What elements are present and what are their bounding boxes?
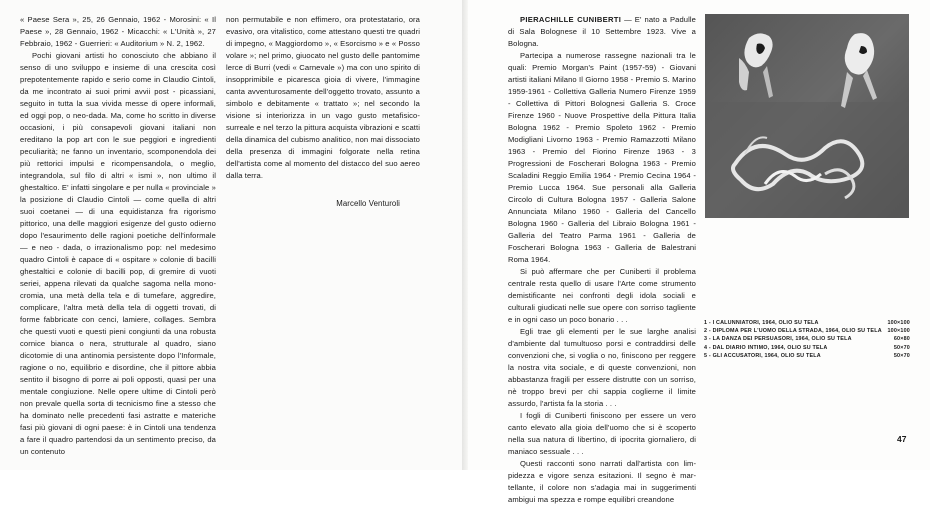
body-paragraph: Egli trae gli elementi per le sue larghe analisi d'ambiente dal tumultuoso porsi e contraddirsi delle convenzioni che, si voglia o no, finiscono per reggere la nostra vita sociale, e di queste convenzioni, non abbastanza fragili per essere distrutte con un sorriso, nè troppo brevi per chi sappia coglierne il limite assurdo, l'artista fa la storia . . . (508, 327, 696, 408)
caption-row (704, 319, 910, 327)
author-signature: Marcello Venturoli (336, 199, 400, 208)
artist-name: PIERACHILLE CUNIBERTI (520, 15, 622, 24)
artist-bio-column (508, 14, 696, 506)
caption-title: 2 - DIPLOMA PER L'UOMO DELLA STRADA, 1964, OLIO SU TELA (704, 328, 882, 335)
body-paragraph: non permutabile e non effimero, ora protestatario, ora evasivo, ora vitalistico, come attestano questi tre quadri di impegno, « Maggiordomo », « Esorcismo » e « Posso volare »; nel primo, giuocato nel gusto delle pantomime lerce di Burri (vedi « Carnevale ») ma con uno spirito di insopprimibile e picaresca gioia di vivere, l'immagine canta avventurosamente dell'oggetto trovato, assunto a simbolo e debitamente « trattato »; nel secondo la visione si interiorizza in un vago gusto metafisico-surreale e nel terzo la pittura acquista vibrazioni e scatti della dinamica del cubismo analitico, non mai dissociato della presenza di immagini folgorate nella retina dell'artista come al momento del distacco del suo aereo dalla terra. (226, 15, 420, 180)
caption-title: 4 - DAL DIARIO INTIMO, 1964, OLIO SU TELA (704, 344, 828, 351)
body-paragraph: Pochi giovani artisti ho conosciuto che abbiano il senso di uno sviluppo e insieme di una crescita così prepotentemente rapido e serio come in Claudio Cintoli, da me incontrato ai suoi primi avvii post - picassiani, seguito in tutta la sua vivida messe di opere informali, ed oggi pop, o neo-dada. Ma, come ho scritto in diverse occasioni, i più consapevoli giovani italiani non ereditano la pop art con le sue peggiori e ingredienti peculiarità; ne fanno un inventario, scomponendola dei più rettorici impulsi e ricompensandola, o meglio, integrandola, sul filo di altri « ismi », non ultimo il ghestaltico. E' infatti singolare e per nulla « provinciale » la posizione di Claudio Cintoli — come quella di altri suoi coetanei — di una equidistanza fra rigorismo pittorico, una delle maggiori esigenze del gusto odierno dopo l'esaurimento delle ragioni poetiche dell'informale — e neo - dada, o irrazionalismo pop: nel medesimo quadro Cintoli è capace di « ospitare » colonie di bacilli ghestaltici e colonie di bacilli pop, di gremire di vuoti seriei, appena rilevati da qualche sagoma nella monocromia, una metà della tela e di tumefare, aggredire, complicare, l'altra metà della tela di oggetti trovati, di forme fabbricate con cenci, lamiere, collages. Sembra che questi vuoti e questi pieni congiunti da una robusta cornice bianca o nera, strutturale al quadro, siano dicotomie di una antinomia persistente dopo l'Informale, ragione o no, equilibrio e disordine, che il pittore abbia sentito il bisogno di porre ai poli opposti, quasi per una mentale congiuzione. Nelle opere ultime di Cintoli però non prevale quella sorta di tecnicismo fine a stesso che ha dominato nelle precedenti fasi astratte e materiche fasi più giovani di ogni paese: è in Cintoli una tendenza a fare il quadro partendosi da un sentimento preciso, da un contenuto (20, 51, 216, 456)
page-number: 47 (897, 434, 907, 444)
caption-row (704, 344, 910, 352)
caption-size: 50×70 (893, 344, 910, 351)
bio-intro: — E' nato a Padulle di Sala Bolognese il 10 Settembre 1923. Vive a Bologna. (508, 15, 696, 48)
body-paragraph: Si può affermare che per Cuniberti il problema centrale resta quello di usare l'Arte come strumento demistificante nei confronti degli idola sociali e culturali giudicati nelle sue opere con sorriso tagliente e in ogni caso un poco bonario . . . (508, 267, 696, 324)
body-paragraph: I fogli di Cuniberti finiscono per essere un vero canto elevato alla gioia dell'uomo che si è scoperto nella sua natura di libertino, di ipocrita giornaliero, di maniaco sessuale . . . (508, 411, 696, 456)
caption-size: 100×100 (887, 320, 910, 326)
caption-size: 50×70 (893, 352, 910, 359)
caption-row (704, 352, 910, 360)
artwork-captions (704, 319, 910, 360)
exhibitions-paragraph: Partecipa a numerose rassegne nazionali tra le quali: Premio Morgan's Paint (1957-59) - Giovani artisti italiani Milano Il Giorno 1958 - Premio S. Marino 1959-1961 - Collettiva Galleria Numero Firenze 1959 - Collettiva di Pittori Bolognesi Galleria S. Croce Firenze 1960 - Nuove Prospettive della Pittura Italia Bologna 1962 - Premio Spoleto 1962 - Premio Modigliani Livorno 1963 - Premio Ramazzotti Milano 1963 - Premio del Fiorino Firenze 1963 - 3 Progressioni de Foscherari Bologna 1963 - Premio Scaladini Reggio Emilia 1964 - Premio Cecina 1964 - Premio Lucca 1964. Sue personali alla Galleria Circolo di Cultura Bologna 1957 - Galleria Salone Annunciata Milano 1960 - Galleria del Cancello Bologna 1960 - Galleria del Libraio Bologna 1961 - Galleria del Teatro Parma 1961 - Galleria de Foscherari Bologna 1963 - Galleria de Balestrani Roma 1964. (508, 51, 696, 264)
body-paragraph: Questi racconti sono narrati dall'artista con limpidezza e vigore senza esitazioni. Il segno è martellante, il colore non s'adagia mai in suggerimenti ambigui ma spezza e rompe equilibri creandone (508, 459, 696, 504)
article-column-2 (226, 14, 420, 210)
left-page (0, 0, 462, 470)
artwork-photo (705, 14, 909, 218)
caption-title: 5 - GLI ACCUSATORI, 1964, OLIO SU TELA (704, 352, 821, 359)
caption-title: 1 - I CALUNNIATORI, 1964, OLIO SU TELA (704, 320, 819, 326)
caption-size: 60×80 (893, 336, 910, 343)
caption-row (704, 327, 910, 335)
caption-size: 100×100 (887, 328, 910, 335)
bio-header (508, 14, 696, 50)
article-column-1 (20, 14, 216, 458)
caption-row (704, 335, 910, 343)
caption-title: 3 - LA DANZA DEI PERSUASORI, 1964, OLIO SU TELA (704, 336, 852, 343)
citation-paragraph: « Paese Sera », 25, 26 Gennaio, 1962 - Morosini: « Il Paese », 28 Gennaio, 1962 - Micacchi: « L'Unità », 27 Febbraio, 1962 - Guerrieri: « Auditorium » N. 2, 1962. (20, 15, 216, 48)
